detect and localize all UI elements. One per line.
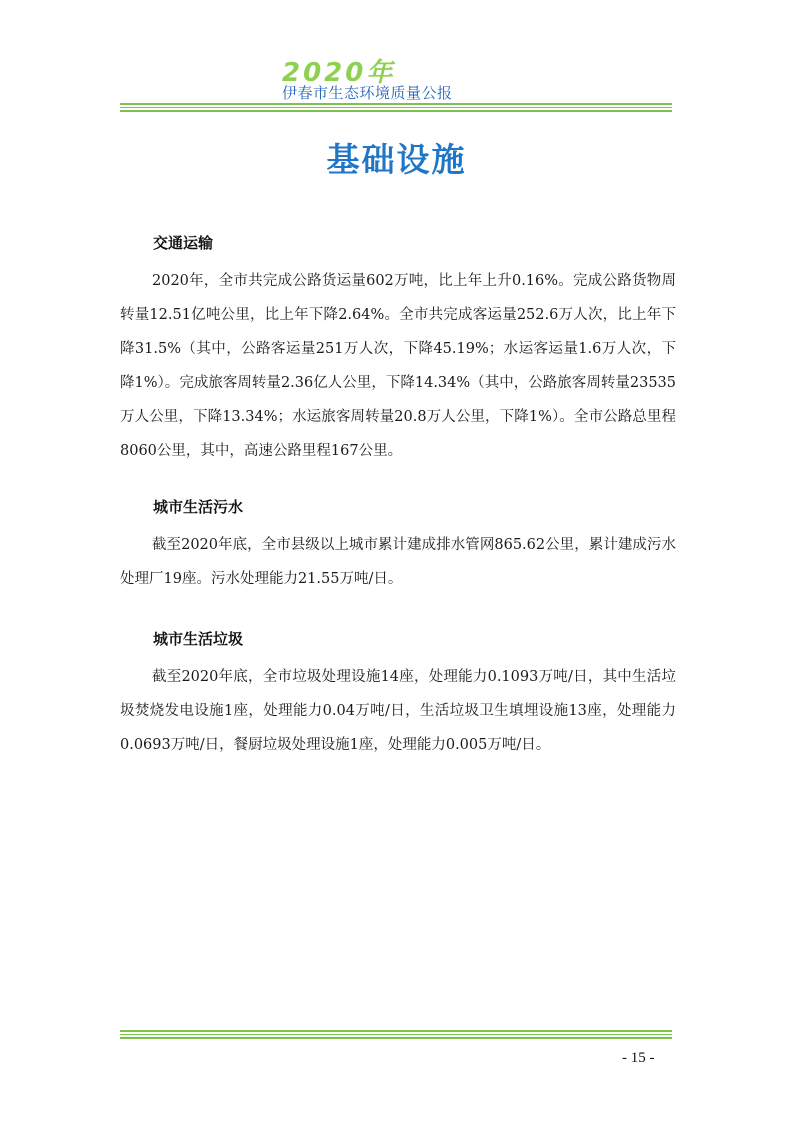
header-report-title: 伊春市生态环境质量公报 [282, 84, 453, 102]
header-divider-middle [120, 107, 672, 108]
section-paragraph: 截至2020年底，全市县级以上城市累计建成排水管网865.62公里，累计建成污水处理厂19座。污水处理能力21.55万吨/日。 [120, 537, 676, 587]
section-transport [120, 233, 676, 468]
section-paragraph: 截至2020年底，全市垃圾处理设施14座，处理能力0.1093万吨/日，其中生活垃圾焚烧发电设施1座，处理能力0.04万吨/日，生活垃圾卫生填埋设施13座，处理能力0.0693万吨/日，餐厨垃圾处理设施1座，处理能力0.005万吨/日。 [120, 669, 676, 753]
section-heading: 城市生活污水 [153, 498, 244, 516]
section-urban-garbage [120, 629, 676, 762]
header-year: 2020年 [282, 58, 396, 88]
footer-divider-bottom [120, 1037, 672, 1039]
section-paragraph: 2020年，全市共完成公路货运量602万吨，比上年上升0.16%。完成公路货物周转量12.51亿吨公里，比上年下降2.64%。全市共完成客运量252.6万人次，比上年下降31.5%（其中，公路客运量251万人次，下降45.19%；水运客运量1.6万人次，下降1%）。完成旅客周转量2.36亿人公里，下降14.34%（其中，公路旅客周转量23535万人公里，下降13.34%；水运旅客周转量20.8万人公里，下降1%）。全市公路总里程8060公里，其中，高速公路里程167公里。 [120, 273, 676, 459]
section-urban-sewage [120, 497, 676, 596]
header-divider-top [120, 103, 672, 105]
footer-divider-middle [120, 1034, 672, 1035]
page-title: 基础设施 [326, 140, 467, 179]
section-heading: 交通运输 [153, 234, 214, 252]
section-heading: 城市生活垃圾 [153, 630, 244, 648]
page-number: - 15 - [622, 1050, 655, 1066]
footer-divider-top [120, 1030, 672, 1032]
header-divider-bottom [120, 110, 672, 112]
